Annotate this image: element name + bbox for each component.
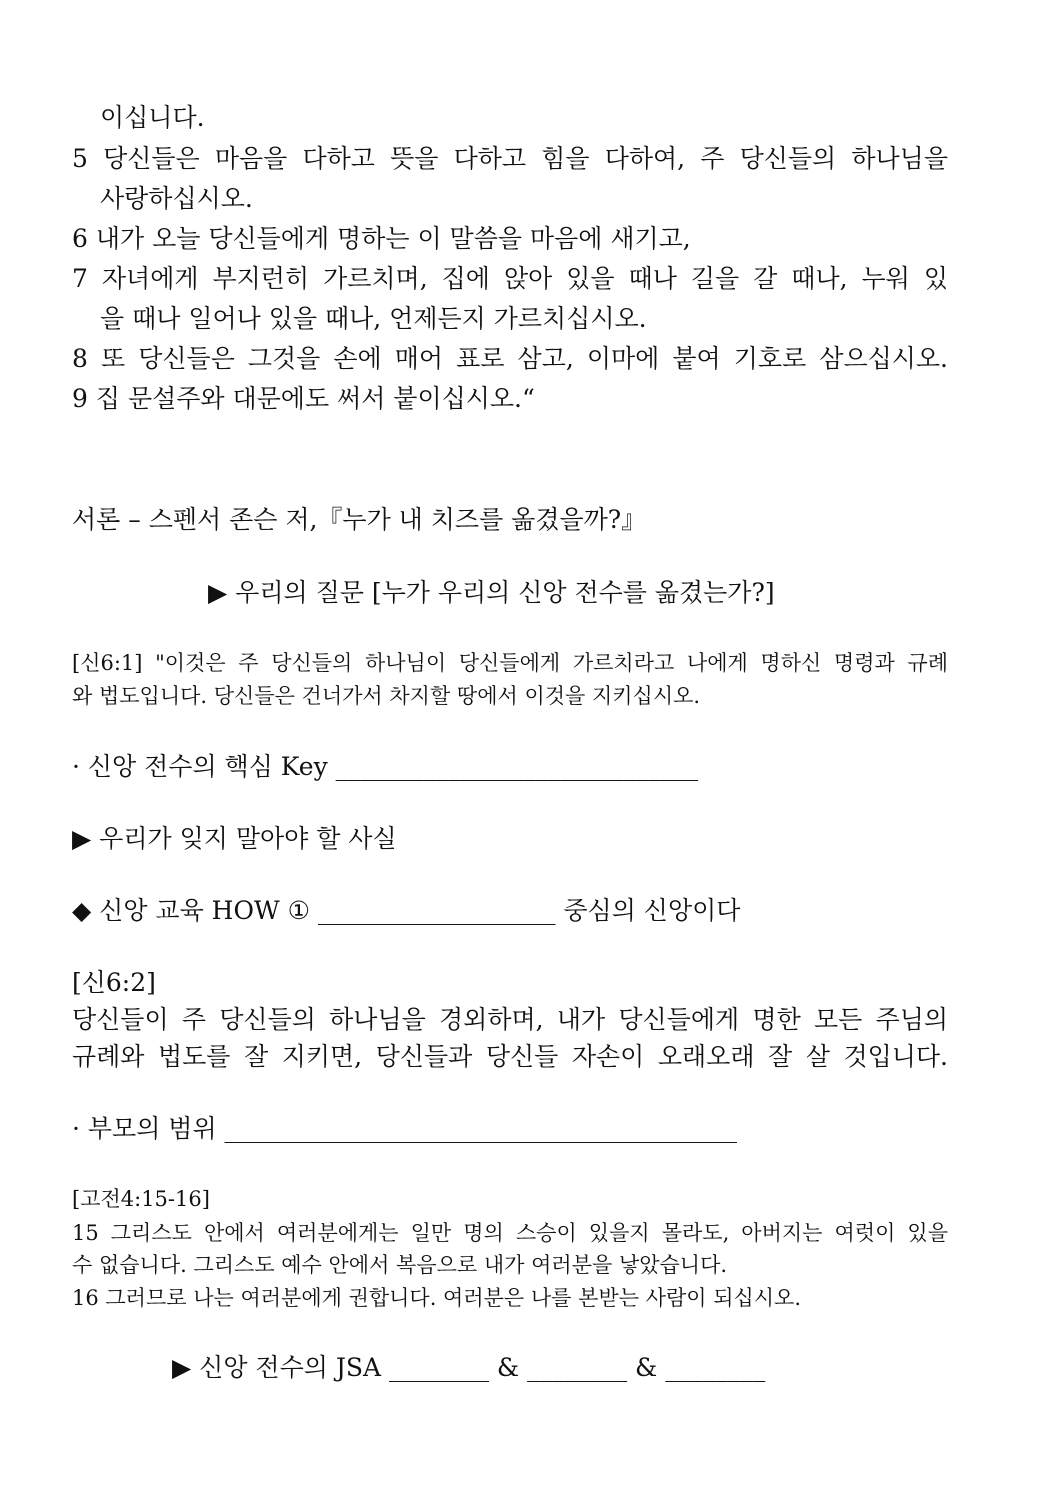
deut-6-2-line-2: 규례와 법도를 잘 지키면, 당신들과 당신들 자손이 오래오래 잘 살 것입니다. bbox=[72, 1042, 948, 1071]
verse-9: 9 집 문설주와 대문에도 써서 붙이십시오.“ bbox=[72, 384, 535, 413]
verse-6: 6 내가 오늘 당신들에게 명하는 이 말씀을 마음에 새기고, bbox=[72, 224, 691, 253]
verse-8: 8 또 당신들은 그것을 손에 매어 표로 삼고, 이마에 붙여 기호로 삼으십시오. bbox=[72, 344, 948, 373]
deut-6-1-line-2: 와 법도입니다. 당신들은 건너가서 차지할 땅에서 이것을 지키십시오. bbox=[72, 684, 701, 708]
key-fill-in: · 신앙 전수의 핵심 Key _____________________________ bbox=[72, 752, 699, 781]
intro-heading: 서론 – 스펜서 존슨 저,『누가 내 치즈를 옮겼을까?』 bbox=[72, 505, 647, 534]
deut-6-2-line-1: 당신들이 주 당신들의 하나님을 경외하며, 내가 당신들에게 명한 모든 주님의 bbox=[72, 1005, 948, 1034]
verse-continuation-line: 이십니다. bbox=[100, 103, 205, 132]
verse-7-line-1: 7 자녀에게 부지런히 가르치며, 집에 앉아 있을 때나 길을 갈 때나, 누워 있 bbox=[72, 264, 948, 293]
verse-7-line-2: 을 때나 일어나 있을 때나, 언제든지 가르치십시오. bbox=[100, 304, 647, 333]
deut-6-1-line-1: [신6:1] "이것은 주 당신들의 하나님이 당신들에게 가르치라고 나에게 명하신 명령과 규례 bbox=[72, 651, 948, 675]
jsa-fill-in: ▶ 신앙 전수의 JSA ________ & ________ & ________ bbox=[172, 1353, 766, 1382]
cor-verse-16: 16 그러므로 나는 여러분에게 권합니다. 여러분은 나를 본받는 사람이 되십시오. bbox=[72, 1286, 802, 1310]
verse-5-line-2: 사랑하십시오. bbox=[100, 184, 253, 213]
remember-heading: ▶ 우리가 잊지 말아야 할 사실 bbox=[72, 824, 397, 853]
parents-fill-in: · 부모의 범위 _________________________________________ bbox=[72, 1114, 738, 1143]
question-heading: ▶ 우리의 질문 [누가 우리의 신앙 전수를 옮겼는가?] bbox=[208, 578, 775, 607]
cor-verse-15-line-1: 15 그리스도 안에서 여러분에게는 일만 명의 스승이 있을지 몰라도, 아버지는 여럿이 있을 bbox=[72, 1221, 948, 1245]
how-1-fill-in: ◆ 신앙 교육 HOW ① ___________________ 중심의 신앙이다 bbox=[72, 896, 741, 925]
verse-5-line-1: 5 당신들은 마음을 다하고 뜻을 다하고 힘을 다하여, 주 당신들의 하나님을 bbox=[72, 144, 948, 173]
deut-6-2-ref: [신6:2] bbox=[72, 968, 156, 997]
cor-ref: [고전4:15-16] bbox=[72, 1187, 210, 1211]
cor-verse-15-line-2: 수 없습니다. 그리스도 예수 안에서 복음으로 내가 여러분을 낳았습니다. bbox=[72, 1253, 728, 1277]
